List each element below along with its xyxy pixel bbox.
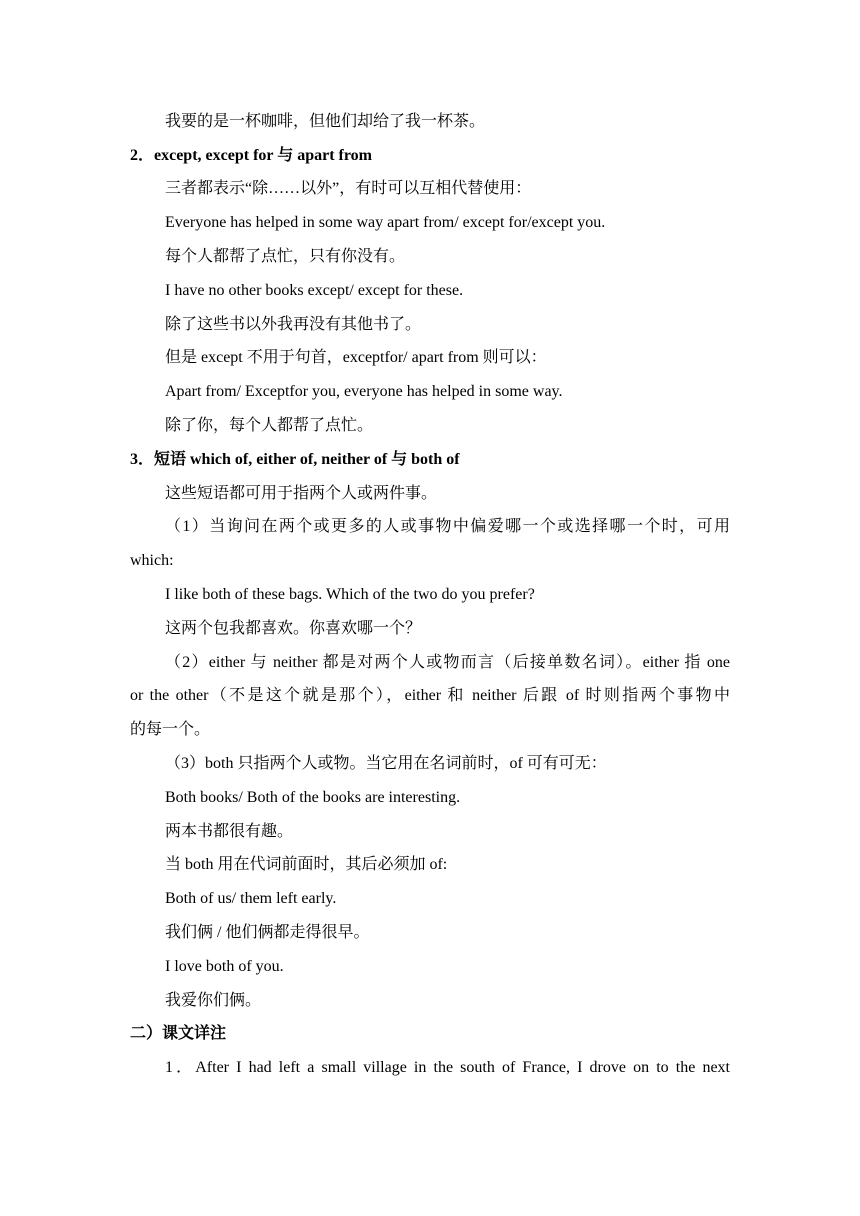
explanation-text: （1）当询问在两个或更多的人或事物中偏爱哪一个或选择哪一个时，可用: [165, 518, 730, 535]
example-translation: 我们俩 / 他们俩都走得很早。: [165, 924, 370, 941]
example-translation: 每个人都帮了点忙，只有你没有。: [165, 248, 406, 265]
example-translation: 我爱你们俩。: [165, 992, 262, 1009]
example-translation: 这两个包我都喜欢。你喜欢哪一个？: [165, 620, 422, 637]
example-sentence: I have no other books except/ except for these.: [165, 282, 464, 299]
example-translation: 我要的是一杯咖啡，但他们却给了我一杯茶。: [165, 113, 486, 130]
example-translation: 两本书都很有趣。: [165, 823, 294, 840]
example-sentence: Both books/ Both of the books are interesting.: [165, 789, 461, 806]
explanation-text: or the other（不是这个就是那个），either 和 neither 后跟 of 时则指两个事物中: [130, 687, 730, 704]
section-heading: 2．except, except for 与 apart from: [130, 147, 373, 164]
example-translation: 除了你，每个人都帮了点忙。: [165, 417, 374, 434]
explanation-text: （3）both 只指两个人或物。当它用在名词前时，of 可有可无：: [165, 755, 607, 772]
explanation-text: （2）either 与 neither 都是对两个人或物而言（后接单数名词）。either 指 one: [165, 654, 730, 671]
lesson-note-text: 1．After I had left a small village in the south of France, I drove on to the next: [165, 1059, 730, 1076]
example-sentence: I love both of you.: [165, 958, 284, 975]
section-heading: 3．短语 which of, either of, neither of 与 both of: [130, 451, 460, 468]
explanation-text: 的每一个。: [130, 721, 211, 738]
example-translation: 除了这些书以外我再没有其他书了。: [165, 316, 422, 333]
section-heading: 二）课文详注: [130, 1025, 227, 1042]
explanation-text: which:: [130, 552, 174, 569]
example-sentence: Both of us/ them left early.: [165, 890, 337, 907]
explanation-text: 当 both 用在代词前面时，其后必须加 of:: [165, 856, 448, 873]
example-sentence: Apart from/ Exceptfor you, everyone has helped in some way.: [165, 383, 563, 400]
explanation-text: 但是 except 不用于句首，exceptfor/ apart from 则可以：: [165, 349, 547, 366]
explanation-text: 这些短语都可用于指两个人或两件事。: [165, 485, 438, 502]
explanation-text: 三者都表示“除……以外”，有时可以互相代替使用：: [165, 180, 532, 197]
example-sentence: Everyone has helped in some way apart from/ except for/except you.: [165, 214, 606, 231]
example-sentence: I like both of these bags. Which of the two do you prefer?: [165, 586, 535, 603]
